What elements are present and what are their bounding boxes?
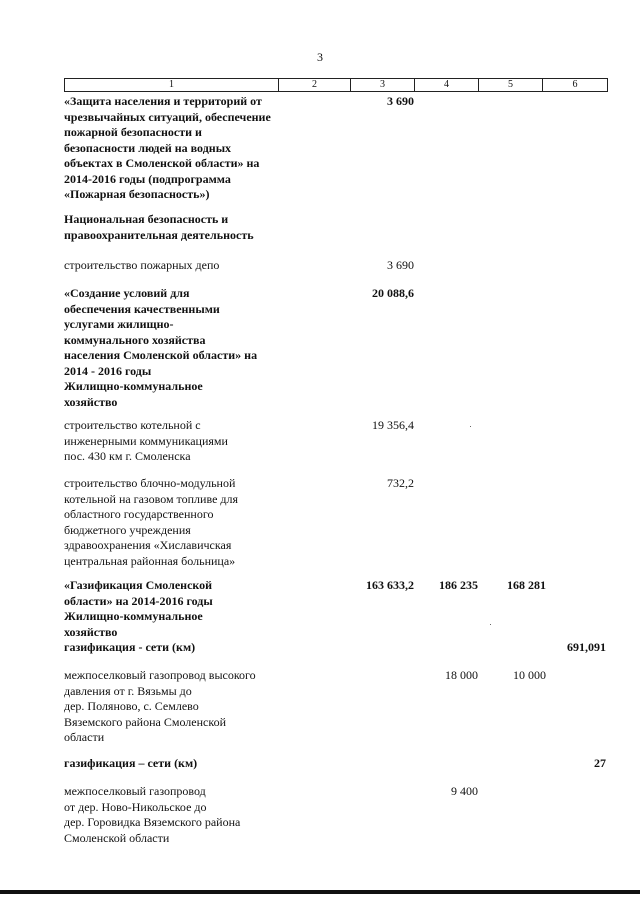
item-block-modular-boiler-col3: 732,2 xyxy=(387,476,414,490)
header-col-5: 5 xyxy=(479,79,543,91)
gasification-networks-label-2: газификация – сети (км) xyxy=(64,756,198,770)
header-col-2: 2 xyxy=(279,79,351,91)
item-fire-depots-col3: 3 690 xyxy=(387,258,414,272)
program-housing-col3: 20 088,6 xyxy=(372,286,414,300)
header-col-3: 3 xyxy=(351,79,415,91)
program-fire-safety-title: «Защита населения и территорий от чрезвычайных ситуаций, обеспечение пожарной безопасности и безопасности людей на водных объектах в Смоленской области» на 2014-2016 годы (подпрограмма «Пожарная безопасность») xyxy=(64,94,271,201)
page-number: 3 xyxy=(317,50,323,64)
program-gasification-col5: 168 281 xyxy=(507,578,546,592)
bottom-rule xyxy=(0,890,640,894)
gasification-networks-col6-1: 691,091 xyxy=(567,640,606,654)
program-housing-title: «Создание условий для обеспечения качественными услугами жилищно- коммунального хозяйства населения Смоленской области» на 2014 - 2016 годы Жилищно-коммунальное хозяйство xyxy=(64,286,258,409)
section-national-security: Национальная безопасность и правоохранительная деятельность xyxy=(64,212,254,242)
item-pipeline-novo-nikolskoe-col4: 9 400 xyxy=(451,784,478,798)
program-gasification-title: «Газификация Смоленской области» на 2014-2016 годы Жилищно-коммунальное хозяйство xyxy=(64,578,213,639)
header-col-6: 6 xyxy=(572,79,578,90)
gasification-networks-label-1: газификация - сети (км) xyxy=(64,640,196,654)
item-block-modular-boiler: строительство блочно-модульной котельной на газовом топливе для областного государственного бюджетного учреждения здравоохранения «Хиславичская центральная районная больница» xyxy=(64,476,239,568)
item-boiler-430km: строительство котельной с инженерными коммуникациями пос. 430 км г. Смоленска xyxy=(64,418,228,463)
item-pipeline-vyazma-col5: 10 000 xyxy=(513,668,546,682)
scan-speck xyxy=(470,426,471,427)
item-pipeline-novo-nikolskoe: межпоселковый газопровод от дер. Ново-Никольское до дер. Горовидка Вяземского района Смоленской области xyxy=(64,784,241,845)
item-pipeline-vyazma: межпоселковый газопровод высокого давления от г. Вязьмы до дер. Поляново, с. Семлево Вяземского района Смоленской области xyxy=(64,668,256,744)
table-header-row xyxy=(64,78,608,92)
header-col-4: 4 xyxy=(415,79,479,91)
item-boiler-430km-col3: 19 356,4 xyxy=(372,418,414,432)
scan-speck xyxy=(490,624,491,625)
program-gasification-col3: 163 633,2 xyxy=(366,578,414,592)
header-col-1: 1 xyxy=(65,79,279,91)
item-fire-depots: строительство пожарных депо xyxy=(64,258,220,272)
gasification-networks-col6-2: 27 xyxy=(594,756,606,770)
program-gasification-col4: 186 235 xyxy=(439,578,478,592)
program-fire-safety-col3: 3 690 xyxy=(387,94,414,108)
item-pipeline-vyazma-col4: 18 000 xyxy=(445,668,478,682)
